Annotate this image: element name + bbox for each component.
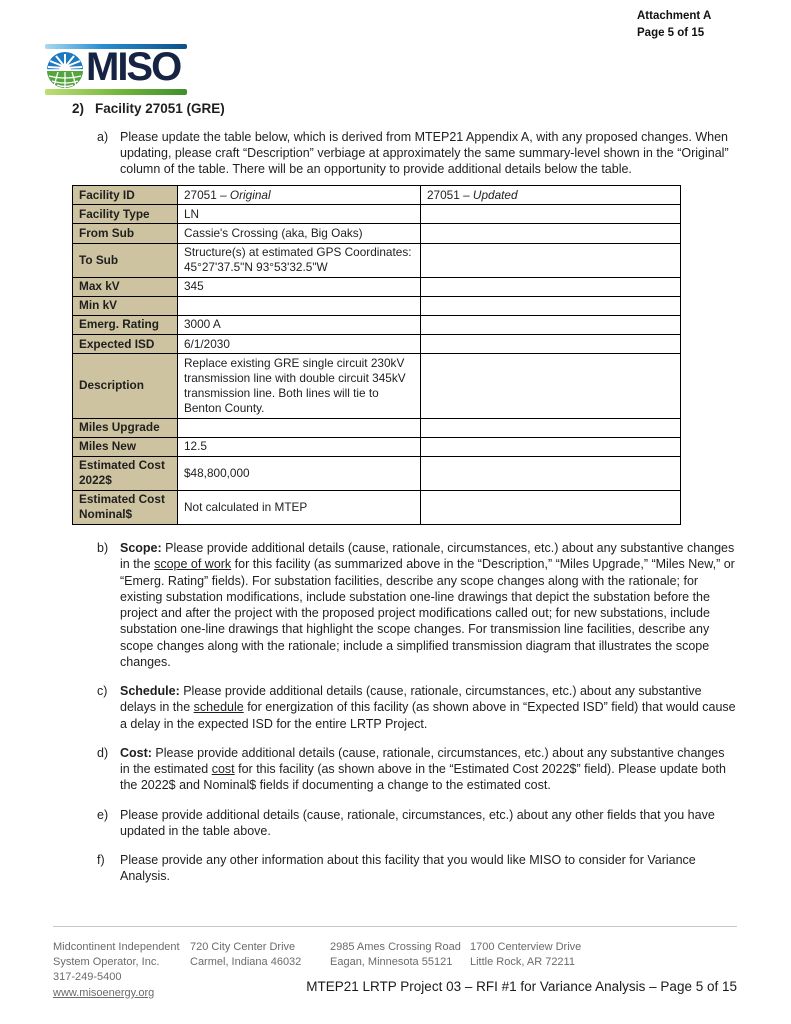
item-c-t2: for energization of this facility (as shown above in “Expected ISD” field) that would cause a delay in the expected ISD for the entire LRTP Project.	[120, 700, 736, 731]
item-d-text	[120, 745, 737, 794]
original-cell	[178, 186, 421, 205]
document-body	[72, 100, 737, 885]
scope-lead: Scope:	[120, 541, 162, 556]
original-cell: Replace existing GRE single circuit 230kV transmission line with double circuit 345kV transmission line. Both lines will tie to Benton County.	[178, 354, 421, 418]
org-line: System Operator, Inc.	[53, 956, 160, 969]
page-number-label: Page 5 of 15	[637, 26, 705, 39]
miso-globe-icon	[45, 50, 85, 90]
item-b-paragraph	[97, 540, 737, 670]
section-heading	[72, 100, 737, 118]
original-cell: Structure(s) at estimated GPS Coordinates: 45°27'37.5"N 93°53'32.5"W	[178, 243, 421, 277]
updated-cell[interactable]	[421, 437, 681, 456]
miso-wordmark: MISO	[86, 45, 181, 89]
facility-id-updated: 27051 –	[427, 187, 473, 202]
updated-cell[interactable]	[421, 277, 681, 296]
facility-table	[72, 185, 681, 525]
updated-italic: Updated	[472, 187, 518, 202]
table-row	[73, 490, 681, 524]
label-cell: To Sub	[73, 243, 178, 277]
scope-of-work-underlined: scope of work	[154, 557, 232, 572]
page-footer	[53, 926, 737, 1001]
table-row	[73, 335, 681, 354]
address-line: 720 City Center Drive	[190, 941, 296, 953]
table-row	[73, 224, 681, 243]
original-cell: 345	[178, 277, 421, 296]
schedule-lead: Schedule:	[120, 684, 180, 699]
doc-footer-title: MTEP21 LRTP Project 03 – RFI #1 for Variance Analysis – Page 5 of 15	[306, 979, 737, 994]
label-cell: Emerg. Rating	[73, 315, 178, 334]
updated-cell[interactable]	[421, 205, 681, 224]
facility-id-original: 27051 –	[184, 187, 230, 202]
item-f-marker: f)	[97, 853, 105, 868]
updated-cell[interactable]	[421, 243, 681, 277]
address-line: Eagan, Minnesota 55121	[330, 956, 453, 969]
label-cell: Expected ISD	[73, 335, 178, 354]
original-cell	[178, 296, 421, 315]
address-line: Little Rock, AR 72211	[470, 956, 575, 969]
cost-lead: Cost:	[120, 745, 152, 760]
label-cell: Miles Upgrade	[73, 418, 178, 437]
table-row	[73, 315, 681, 334]
section-number: 2)	[72, 101, 85, 116]
original-cell: Not calculated in MTEP	[178, 490, 421, 524]
updated-cell[interactable]	[421, 354, 681, 418]
table-row	[73, 418, 681, 437]
item-c-paragraph	[97, 683, 737, 732]
updated-cell[interactable]	[421, 456, 681, 490]
item-d-t2: for this facility (as shown above in the “Estimated Cost 2022$” field). Please update both the 2022$ and Nominal$ fields if documenting a change to the estimated cost.	[120, 762, 726, 793]
label-cell: From Sub	[73, 224, 178, 243]
logo-bottom-stripe	[45, 89, 187, 95]
table-row	[73, 277, 681, 296]
item-a-marker: a)	[97, 129, 109, 144]
table-row	[73, 296, 681, 315]
item-b-t2: for this facility (as summarized above in the “Description,” “Miles Upgrade,” “Miles New,” or “Emerg. Rating” fields). For substation facilities, describe any scope changes along with the rationale; for existing substation modifications, include substation one-line drawings that depict the substation before the project and after the project with the proposed project modifications called out; for new substations, include substation one-line drawings that highlight the scope changes. For transmission line facilities, describe any scope changes along with the rationale; include a simplified transmission diagram that illustrates the scope changes.	[120, 557, 735, 669]
original-cell	[178, 418, 421, 437]
updated-cell[interactable]	[421, 315, 681, 334]
item-c-t1: Please provide additional details (cause, rationale, circumstances, etc.) about any substantive delays in the	[120, 684, 702, 715]
item-f-text: Please provide any other information about this facility that you would like MISO to consider for Variance Analysis.	[120, 853, 696, 884]
attachment-label: Attachment A	[637, 10, 712, 22]
address-line: Carmel, Indiana 46032	[190, 956, 302, 969]
footer-org	[53, 940, 190, 1001]
miso-logo	[45, 44, 187, 95]
item-c-marker: c)	[97, 684, 108, 699]
item-e-marker: e)	[97, 807, 109, 822]
label-cell: Estimated Cost 2022$	[73, 456, 178, 490]
item-b-marker: b)	[97, 541, 109, 556]
updated-cell[interactable]	[421, 335, 681, 354]
original-cell: Cassie's Crossing (aka, Big Oaks)	[178, 224, 421, 243]
label-cell: Facility ID	[73, 186, 178, 205]
table-row	[73, 437, 681, 456]
item-d-paragraph	[97, 745, 737, 794]
updated-cell[interactable]	[421, 224, 681, 243]
item-b-t1: Please provide additional details (cause, rationale, circumstances, etc.) about any substantive changes in the	[120, 541, 735, 572]
updated-cell[interactable]	[421, 490, 681, 524]
table-row	[73, 354, 681, 418]
label-cell: Facility Type	[73, 205, 178, 224]
updated-cell[interactable]	[421, 296, 681, 315]
address-line: 1700 Centerview Drive	[470, 941, 582, 953]
label-cell: Estimated Cost Nominal$	[73, 490, 178, 524]
org-phone: 317-249-5400	[53, 971, 122, 984]
original-cell: LN	[178, 205, 421, 224]
item-d-marker: d)	[97, 745, 109, 760]
item-c-text	[120, 683, 737, 732]
table-row	[73, 456, 681, 490]
item-a-paragraph	[97, 129, 737, 178]
item-f-paragraph	[97, 852, 737, 885]
schedule-underlined: schedule	[193, 700, 244, 715]
item-e-paragraph	[97, 807, 737, 840]
item-b-text	[120, 540, 737, 670]
attachment-header	[637, 8, 711, 41]
table-row	[73, 205, 681, 224]
original-cell: 3000 A	[178, 315, 421, 334]
label-cell: Miles New	[73, 437, 178, 456]
updated-cell[interactable]	[421, 418, 681, 437]
table-row	[73, 243, 681, 277]
original-italic: Original	[229, 187, 271, 202]
item-e-text: Please provide additional details (cause, rationale, circumstances, etc.) about any other fields that you have updated in the table above.	[120, 807, 715, 838]
address-line: 2985 Ames Crossing Road	[330, 941, 461, 953]
original-cell: 6/1/2030	[178, 335, 421, 354]
cost-underlined: cost	[211, 762, 235, 777]
updated-cell[interactable]	[421, 186, 681, 205]
item-a-text: Please update the table below, which is derived from MTEP21 Appendix A, with any proposed changes. When updating, please craft “Description” verbiage at approximately the same summary-level shown in the “Original” column of the table. There will be an opportunity to provide additional details below the table.	[120, 129, 729, 177]
label-cell: Min kV	[73, 296, 178, 315]
section-title-text: Facility 27051 (GRE)	[95, 101, 225, 116]
label-cell: Max kV	[73, 277, 178, 296]
original-cell: $48,800,000	[178, 456, 421, 490]
org-line: Midcontinent Independent	[53, 941, 180, 953]
original-cell: 12.5	[178, 437, 421, 456]
table-row	[73, 186, 681, 205]
item-d-t1: Please provide additional details (cause, rationale, circumstances, etc.) about any substantive changes in the estimated	[120, 745, 725, 777]
miso-website-link[interactable]: www.misoenergy.org	[53, 986, 155, 999]
label-cell: Description	[73, 354, 178, 418]
